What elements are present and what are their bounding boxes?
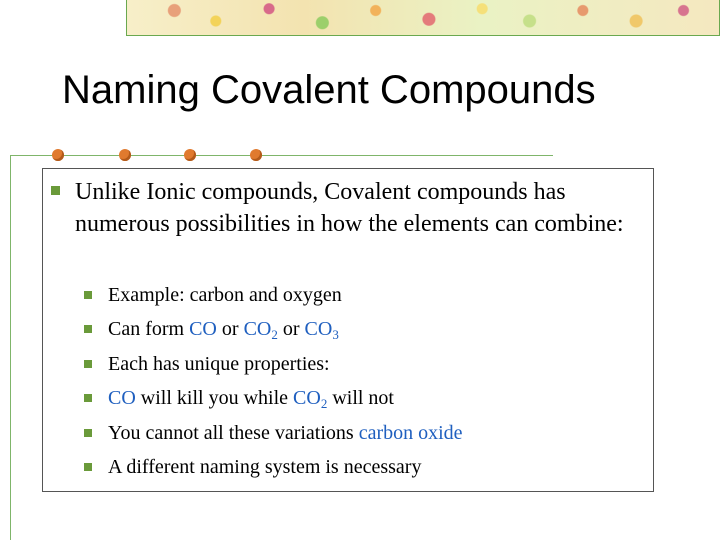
- highlight-carbon-oxide: carbon oxide: [358, 421, 463, 444]
- formula-co: CO: [108, 387, 136, 410]
- title-divider-line: [10, 155, 553, 156]
- orange-dot-icon: [52, 149, 64, 161]
- sub-bullet-text: CO will kill you while $CO_2$ will not: [108, 387, 394, 412]
- square-bullet-icon: [84, 291, 92, 299]
- sub-bullet-text: Each has unique properties:: [108, 352, 330, 375]
- list-item: [84, 281, 644, 315]
- orange-dot-icon: [250, 149, 262, 161]
- square-bullet-icon: [84, 325, 92, 333]
- sub-bullet-text: You cannot all these variations carbon oxide: [108, 421, 463, 444]
- square-bullet-icon: [84, 463, 92, 471]
- left-border-line: [10, 155, 11, 540]
- sub-bullet-text: Can form CO or $CO_2$ or $CO_3$: [108, 318, 339, 343]
- square-bullet-icon: [84, 429, 92, 437]
- sub-bullet-text: A different naming system is necessary: [108, 455, 422, 478]
- square-bullet-icon: [84, 360, 92, 368]
- formula-co2: $CO_2$: [293, 387, 328, 412]
- list-item: [84, 419, 644, 453]
- list-item: [84, 453, 644, 487]
- square-bullet-icon: [84, 394, 92, 402]
- square-bullet-icon: [51, 186, 60, 195]
- orange-dot-icon: [184, 149, 196, 161]
- sub-bullet-list: [84, 281, 644, 487]
- list-item: [84, 350, 644, 384]
- formula-co: CO: [189, 318, 217, 341]
- orange-dot-icon: [119, 149, 131, 161]
- list-item: [84, 315, 644, 349]
- slide-title: Naming Covalent Compounds: [62, 68, 596, 112]
- main-bullet-text: Unlike Ionic compounds, Covalent compounds has numerous possibilities in how the elements can combine:: [75, 179, 624, 237]
- list-item: [84, 384, 644, 418]
- sub-bullet-text: Example: carbon and oxygen: [108, 284, 342, 306]
- formula-co3: $CO_3$: [304, 318, 339, 343]
- formula-co2: $CO_2$: [243, 318, 278, 343]
- floral-banner-image: [126, 0, 720, 36]
